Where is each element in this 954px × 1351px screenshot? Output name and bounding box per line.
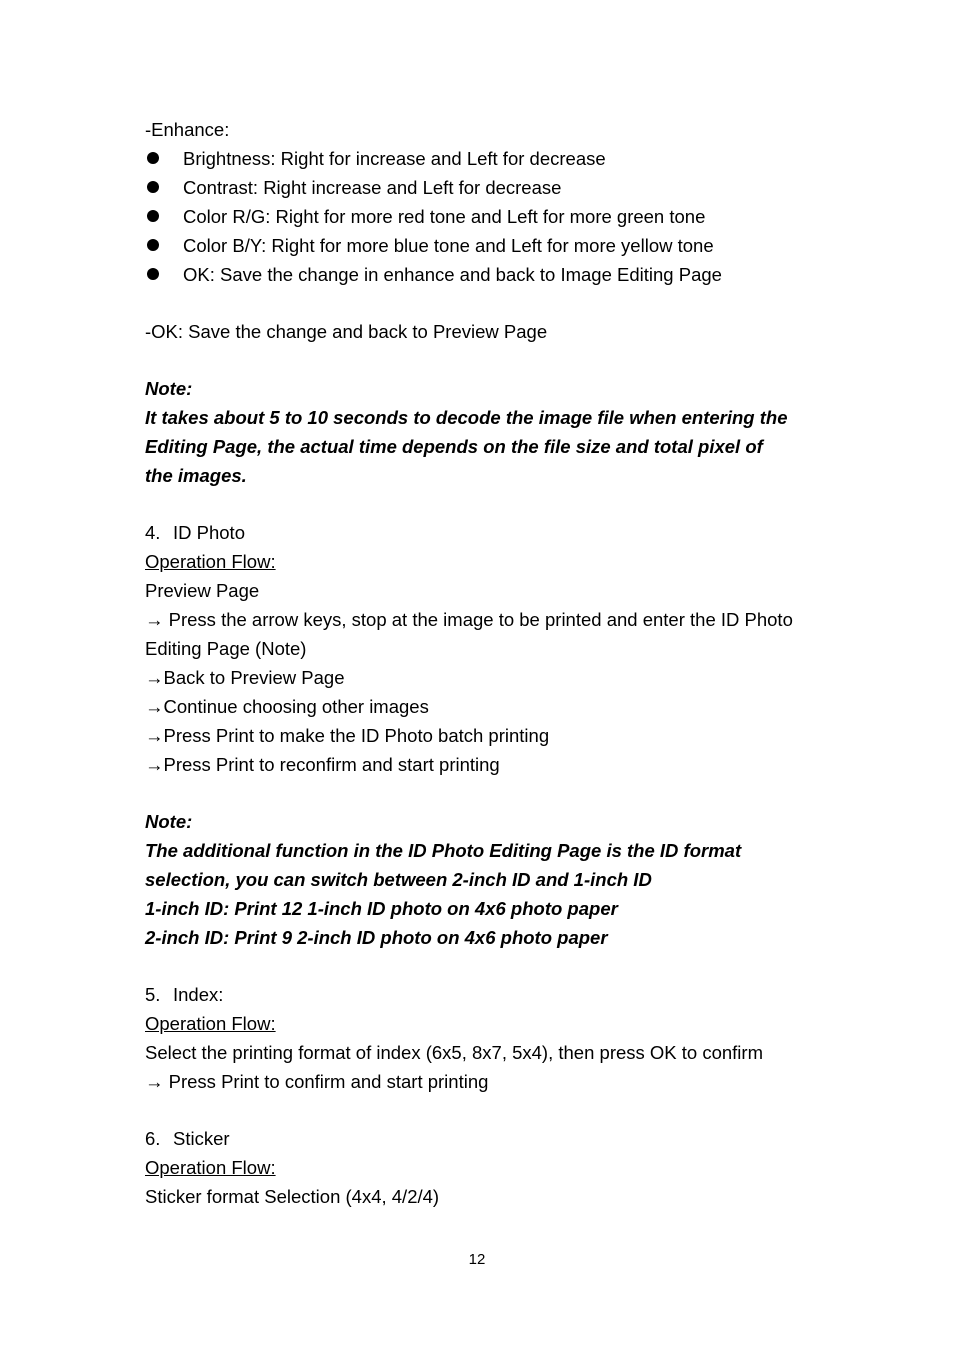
bullet-icon bbox=[147, 152, 159, 164]
note-label: Note: bbox=[145, 378, 193, 399]
flow-line: Preview Page bbox=[145, 580, 260, 601]
bullet-icon bbox=[147, 268, 159, 280]
section-index bbox=[145, 980, 825, 1096]
bullet-text: Contrast: Right increase and Left for decrease bbox=[183, 177, 562, 198]
list-item bbox=[145, 144, 825, 173]
enhance-heading: -Enhance: bbox=[145, 119, 230, 140]
section-heading bbox=[145, 1124, 825, 1153]
spacer bbox=[145, 1096, 825, 1124]
spacer bbox=[145, 779, 825, 807]
bullet-icon bbox=[147, 181, 159, 193]
operation-flow-label bbox=[145, 1009, 825, 1038]
operation-flow-text: Operation Flow: bbox=[145, 1157, 276, 1178]
page-content bbox=[145, 115, 825, 1211]
note-line: Editing Page, the actual time depends on the file size and total pixel of bbox=[145, 436, 763, 457]
section-title: Sticker bbox=[173, 1128, 230, 1149]
bullet-text: Color R/G: Right for more red tone and Left for more green tone bbox=[183, 206, 706, 227]
flow-line: → Press the arrow keys, stop at the image to be printed and enter the ID Photo bbox=[145, 609, 793, 630]
operation-flow-text: Operation Flow: bbox=[145, 551, 276, 572]
section-number: 6. bbox=[145, 1128, 161, 1149]
section-title: ID Photo bbox=[173, 522, 245, 543]
ok-line: -OK: Save the change and back to Preview Page bbox=[145, 321, 548, 342]
section-heading bbox=[145, 980, 825, 1009]
page-number: 12 bbox=[468, 1251, 486, 1268]
note-line: selection, you can switch between 2-inch ID and 1-inch ID bbox=[145, 869, 652, 890]
spacer bbox=[145, 490, 825, 518]
note-line: It takes about 5 to 10 seconds to decode the image file when entering the bbox=[145, 407, 788, 428]
section-title: Index: bbox=[173, 984, 224, 1005]
flow-line: Editing Page (Note) bbox=[145, 638, 307, 659]
list-item bbox=[145, 231, 825, 260]
note-line: 1-inch ID: Print 12 1-inch ID photo on 4x6 photo paper bbox=[145, 898, 618, 919]
flow-line: →Back to Preview Page bbox=[145, 667, 345, 688]
section-id-photo bbox=[145, 518, 825, 779]
note-block-1 bbox=[145, 374, 825, 490]
flow-line: Sticker format Selection (4x4, 4/2/4) bbox=[145, 1186, 440, 1207]
list-item bbox=[145, 173, 825, 202]
list-item bbox=[145, 260, 825, 289]
note-block-2 bbox=[145, 807, 825, 952]
bullet-text: OK: Save the change in enhance and back to Image Editing Page bbox=[183, 264, 722, 285]
enhance-bullet-list bbox=[145, 144, 825, 289]
list-item bbox=[145, 202, 825, 231]
note-line: 2-inch ID: Print 9 2-inch ID photo on 4x6 photo paper bbox=[145, 927, 608, 948]
section-number: 5. bbox=[145, 984, 161, 1005]
operation-flow-text: Operation Flow: bbox=[145, 1013, 276, 1034]
flow-line: Select the printing format of index (6x5, 8x7, 5x4), then press OK to confirm bbox=[145, 1042, 763, 1063]
flow-line: →Press Print to make the ID Photo batch printing bbox=[145, 725, 550, 746]
bullet-text: Color B/Y: Right for more blue tone and Left for more yellow tone bbox=[183, 235, 714, 256]
spacer bbox=[145, 346, 825, 374]
section-number: 4. bbox=[145, 522, 161, 543]
bullet-text: Brightness: Right for increase and Left for decrease bbox=[183, 148, 606, 169]
section-heading bbox=[145, 518, 825, 547]
note-label: Note: bbox=[145, 811, 193, 832]
flow-line: →Continue choosing other images bbox=[145, 696, 429, 717]
operation-flow-label bbox=[145, 1153, 825, 1182]
note-line: the images. bbox=[145, 465, 247, 486]
bullet-icon bbox=[147, 239, 159, 251]
section-sticker bbox=[145, 1124, 825, 1211]
flow-line: →Press Print to reconfirm and start printing bbox=[145, 754, 500, 775]
bullet-icon bbox=[147, 210, 159, 222]
spacer bbox=[145, 952, 825, 980]
note-line: The additional function in the ID Photo Editing Page is the ID format bbox=[145, 840, 742, 861]
flow-line: → Press Print to confirm and start printing bbox=[145, 1071, 489, 1092]
spacer bbox=[145, 289, 825, 317]
operation-flow-label bbox=[145, 547, 825, 576]
